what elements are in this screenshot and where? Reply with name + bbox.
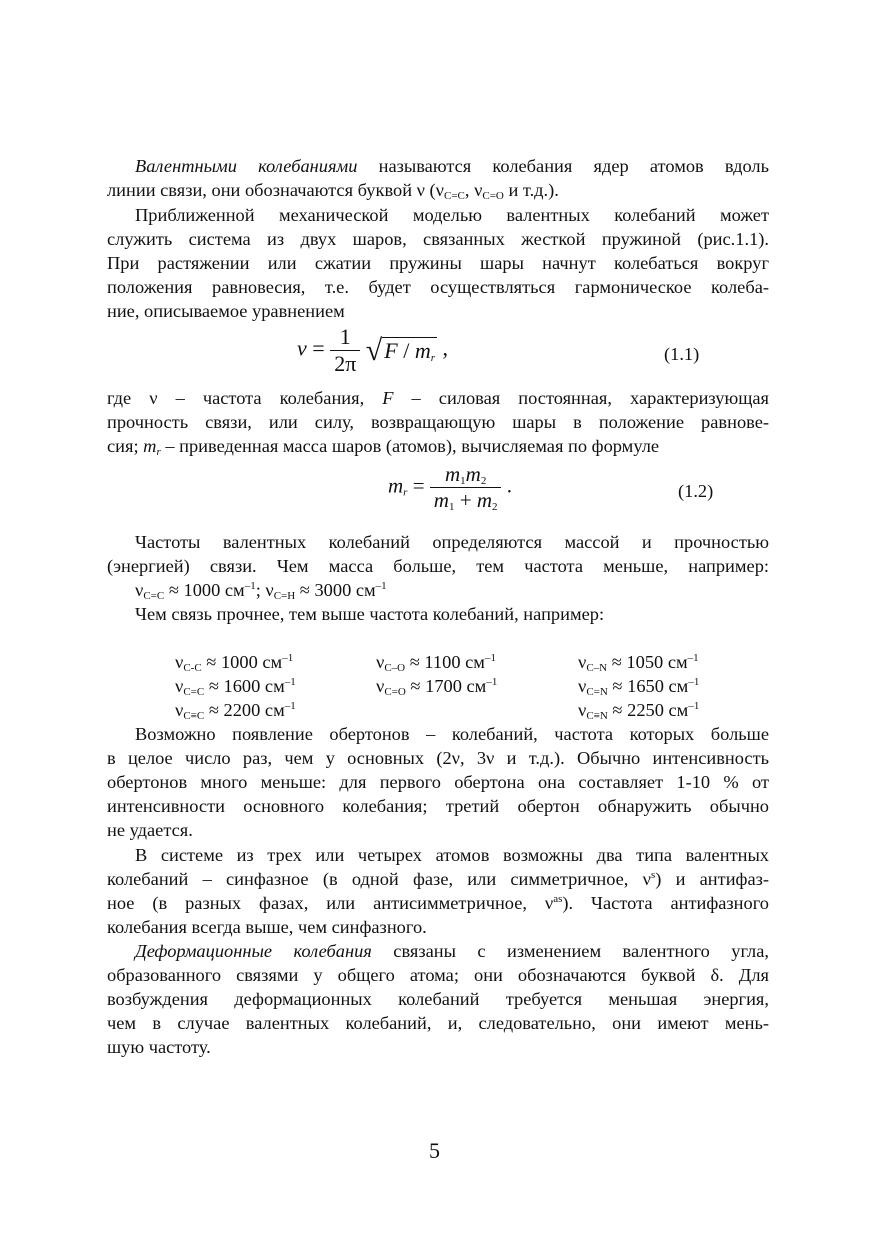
bond-subscript: C–N (586, 662, 608, 674)
nu-symbol: ν (175, 652, 184, 672)
formula-1-1 (297, 324, 448, 377)
paragraph-mechanical-model (107, 203, 769, 323)
text-line (107, 386, 769, 410)
freq-column-2 (376, 650, 497, 698)
symbol-F: F (382, 388, 394, 408)
text-span: и т.д.). (503, 180, 559, 200)
subscript: C=C (443, 190, 465, 202)
text-line: чем в случае валентных колебаний, и, следовательно, они имеют мень- (107, 1013, 769, 1033)
subscript: C=C (143, 590, 165, 602)
freq-entry (578, 650, 699, 674)
text-span: , ν (464, 180, 483, 200)
paragraph-symmetric-vibrations (107, 843, 769, 939)
bond-subscript: C–O (384, 662, 406, 674)
paragraph-overtones (107, 722, 769, 842)
freq-unit: см (668, 676, 689, 696)
freq-value: 1100 (424, 652, 461, 672)
equation-number-1-2: (1.2) (678, 481, 714, 501)
text-line: При растяжении или сжатии пружины шары начнут колебаться вокруг (107, 253, 769, 273)
unit-superscript: –1 (486, 676, 498, 688)
freq-unit: см (466, 676, 487, 696)
equation-number-1-1: (1.1) (664, 344, 700, 364)
freq-unit: см (264, 700, 285, 720)
text-line: Возможно появление обертонов – колебаний, частота которых больше (135, 724, 769, 744)
text-span: сия; (107, 436, 144, 456)
text-line: обертонов много меньше: для первого обертона она составляет 1-10 % от (107, 772, 769, 792)
text-span: связаны с изменением валентного угла, (371, 941, 769, 961)
text-line: Частоты валентных колебаний определяются массой и прочностью (135, 532, 769, 552)
formula-symbol: m (476, 488, 492, 512)
superscript: as (553, 893, 563, 905)
text-line: В системе из трех или четырех атомов возможны два типа валентных (135, 845, 769, 865)
freq-unit: см (668, 700, 689, 720)
formula-symbol: m (414, 337, 431, 363)
formula-punctuation: . (506, 473, 512, 498)
text-line (107, 867, 769, 891)
freq-value: 1000 (220, 652, 258, 672)
formula-operator: / (397, 337, 415, 363)
nu-symbol: ν (376, 652, 385, 672)
radicand (382, 337, 437, 363)
subscript: C=H (273, 590, 296, 602)
text-line: интенсивности основного колебания; третий обертон обнаружить обычно (107, 796, 769, 816)
unit-superscript: –1 (688, 676, 700, 688)
formula-fraction (430, 462, 502, 513)
symbol-m: m (143, 436, 157, 456)
unit-superscript: –1 (284, 676, 296, 688)
subscript: 2 (491, 501, 498, 513)
formula-1-2 (388, 462, 512, 513)
bond-subscript: C≡N (586, 710, 608, 722)
subscript: 1 (460, 475, 466, 487)
formula-symbol: m (465, 462, 481, 486)
text-line (107, 154, 769, 178)
text-span: ≈ 1000 см (164, 580, 245, 600)
formula-operator: = (312, 335, 325, 361)
text-line: образованного связями у общего атома; они обозначаются буквой δ. Для (107, 965, 769, 985)
formula-operator: = (412, 473, 425, 498)
unit-superscript: –1 (688, 700, 700, 712)
text-span: ≈ 3000 см (295, 580, 376, 600)
freq-value: 2250 (627, 700, 664, 720)
nu-symbol: ν (175, 700, 184, 720)
formula-radical (366, 334, 437, 368)
approx-symbol: ≈ (409, 652, 420, 672)
text-line: Приближенной механической моделью валентных колебаний может (135, 205, 769, 225)
approx-symbol: ≈ (410, 676, 421, 696)
freq-value: 1700 (425, 676, 462, 696)
text-line (107, 578, 769, 602)
radical-sign: √ (365, 333, 383, 367)
formula-punctuation: , (442, 335, 449, 361)
freq-unit: см (667, 652, 688, 672)
text-span: ν (135, 580, 144, 600)
fraction-numerator: 1 (339, 324, 351, 349)
superscript: s (650, 869, 656, 881)
nu-symbol: ν (578, 652, 587, 672)
text-line (107, 891, 769, 915)
freq-column-1 (175, 650, 296, 722)
bond-subscript: C=C (183, 686, 205, 698)
freq-entry (175, 698, 296, 722)
nu-symbol: ν (376, 676, 385, 696)
bond-subscript: C-C (183, 662, 202, 674)
text-line: положения равновесия, т.е. будет осуществляться гармоническое колеба- (107, 277, 769, 297)
text-line: Чем связь прочнее, тем выше частота колебаний, например: (135, 604, 605, 624)
text-line: (энергией) связи. Чем масса больше, тем частота меньше, например: (107, 556, 769, 576)
approx-symbol: ≈ (612, 700, 623, 720)
text-line: ние, описываемое уравнением (107, 301, 345, 321)
freq-value: 2200 (223, 700, 261, 720)
page-number: 5 (429, 1138, 440, 1163)
text-span: ное (в разных фазах, или антисимметричное, ν (107, 893, 554, 913)
freq-entry (578, 674, 699, 698)
paragraph-deformation-vibrations (107, 939, 769, 1059)
paragraph-frequency-mass (107, 530, 769, 626)
freq-value: 1650 (627, 676, 664, 696)
bond-subscript: C=O (384, 686, 406, 698)
freq-value: 1050 (626, 652, 664, 672)
freq-column-3 (578, 650, 699, 722)
subscript: 2 (480, 475, 487, 487)
formula-symbol: m (433, 488, 449, 512)
freq-entry (376, 674, 497, 698)
freq-entry (175, 650, 296, 674)
freq-entry (578, 698, 699, 722)
text-span: ; ν (255, 580, 274, 600)
formula-symbol: m (444, 462, 461, 486)
fraction-denominator (430, 487, 502, 513)
text-line (107, 178, 769, 202)
text-span: колебаний – синфазное (в одной фазе, или симметричное, ν (107, 869, 651, 889)
subscript: 1 (448, 501, 455, 513)
approx-symbol: ≈ (206, 652, 217, 672)
text-span: 2π (334, 351, 357, 376)
formula-fraction (330, 324, 360, 377)
text-span: ) и антифаз- (655, 869, 769, 889)
formula-symbol: m (388, 473, 404, 498)
text-span: ). Частота антифазного (562, 893, 769, 913)
subscript: r (403, 486, 408, 499)
approx-symbol: ≈ (208, 676, 219, 696)
formula-operator: + (454, 488, 477, 512)
formula-symbol: F (384, 337, 398, 363)
approx-symbol: ≈ (612, 676, 623, 696)
text-line (107, 434, 769, 458)
formula-symbol: ν (297, 335, 307, 361)
subscript: r (156, 446, 161, 458)
text-line: колебания всегда выше, чем синфазного. (107, 917, 427, 937)
freq-entry (376, 650, 497, 674)
subscript: r (430, 351, 436, 364)
text-span: – приведенная масса шаров (атомов), вычисляемая по формуле (160, 436, 660, 456)
freq-unit: см (465, 652, 485, 672)
term-deformation-vibrations: Деформационные колебания (135, 941, 372, 961)
superscript: –1 (375, 580, 387, 592)
text-span: – силовая постоянная, характеризующая (393, 388, 770, 408)
superscript: –1 (244, 580, 256, 592)
freq-entry (175, 674, 296, 698)
unit-superscript: –1 (484, 652, 496, 664)
bond-subscript: C≡C (183, 710, 205, 722)
freq-unit: см (264, 676, 285, 696)
unit-superscript: –1 (284, 700, 296, 712)
term-valence-vibrations: Валентными колебаниями (135, 156, 358, 176)
unit-superscript: –1 (687, 652, 699, 664)
text-line: служить система из двух шаров, связанных жесткой пружиной (рис.1.1). (107, 229, 769, 249)
nu-symbol: ν (578, 676, 587, 696)
text-line: в целое число раз, чем у основных (2ν, 3ν и т.д.). Обычно интенсивность (107, 748, 769, 768)
text-span: линии связи, они обозначаются буквой ν (ν (107, 180, 444, 200)
subscript: C=O (482, 190, 504, 202)
text-line: не удается. (107, 820, 193, 840)
bond-subscript: C=N (586, 686, 608, 698)
paragraph-valence-definition (107, 154, 769, 202)
text-line: возбуждения деформационных колебаний требуется меньшая энергия, (107, 989, 769, 1009)
text-line (107, 939, 769, 963)
fraction-numerator (430, 462, 502, 487)
approx-symbol: ≈ (208, 700, 219, 720)
unit-superscript: –1 (282, 652, 294, 664)
paragraph-where-clause (107, 386, 769, 458)
text-line: прочность связи, или силу, возвращающую шары в положение равнове- (107, 412, 769, 432)
freq-unit: см (262, 652, 283, 672)
fraction-denominator (330, 350, 360, 377)
text-span: где ν – частота колебания, (107, 388, 383, 408)
freq-value: 1600 (223, 676, 261, 696)
nu-symbol: ν (175, 676, 184, 696)
approx-symbol: ≈ (611, 652, 622, 672)
nu-symbol: ν (578, 700, 587, 720)
text-span: называются колебания ядер атомов вдоль (357, 156, 769, 176)
text-line: шую частоту. (107, 1037, 211, 1057)
